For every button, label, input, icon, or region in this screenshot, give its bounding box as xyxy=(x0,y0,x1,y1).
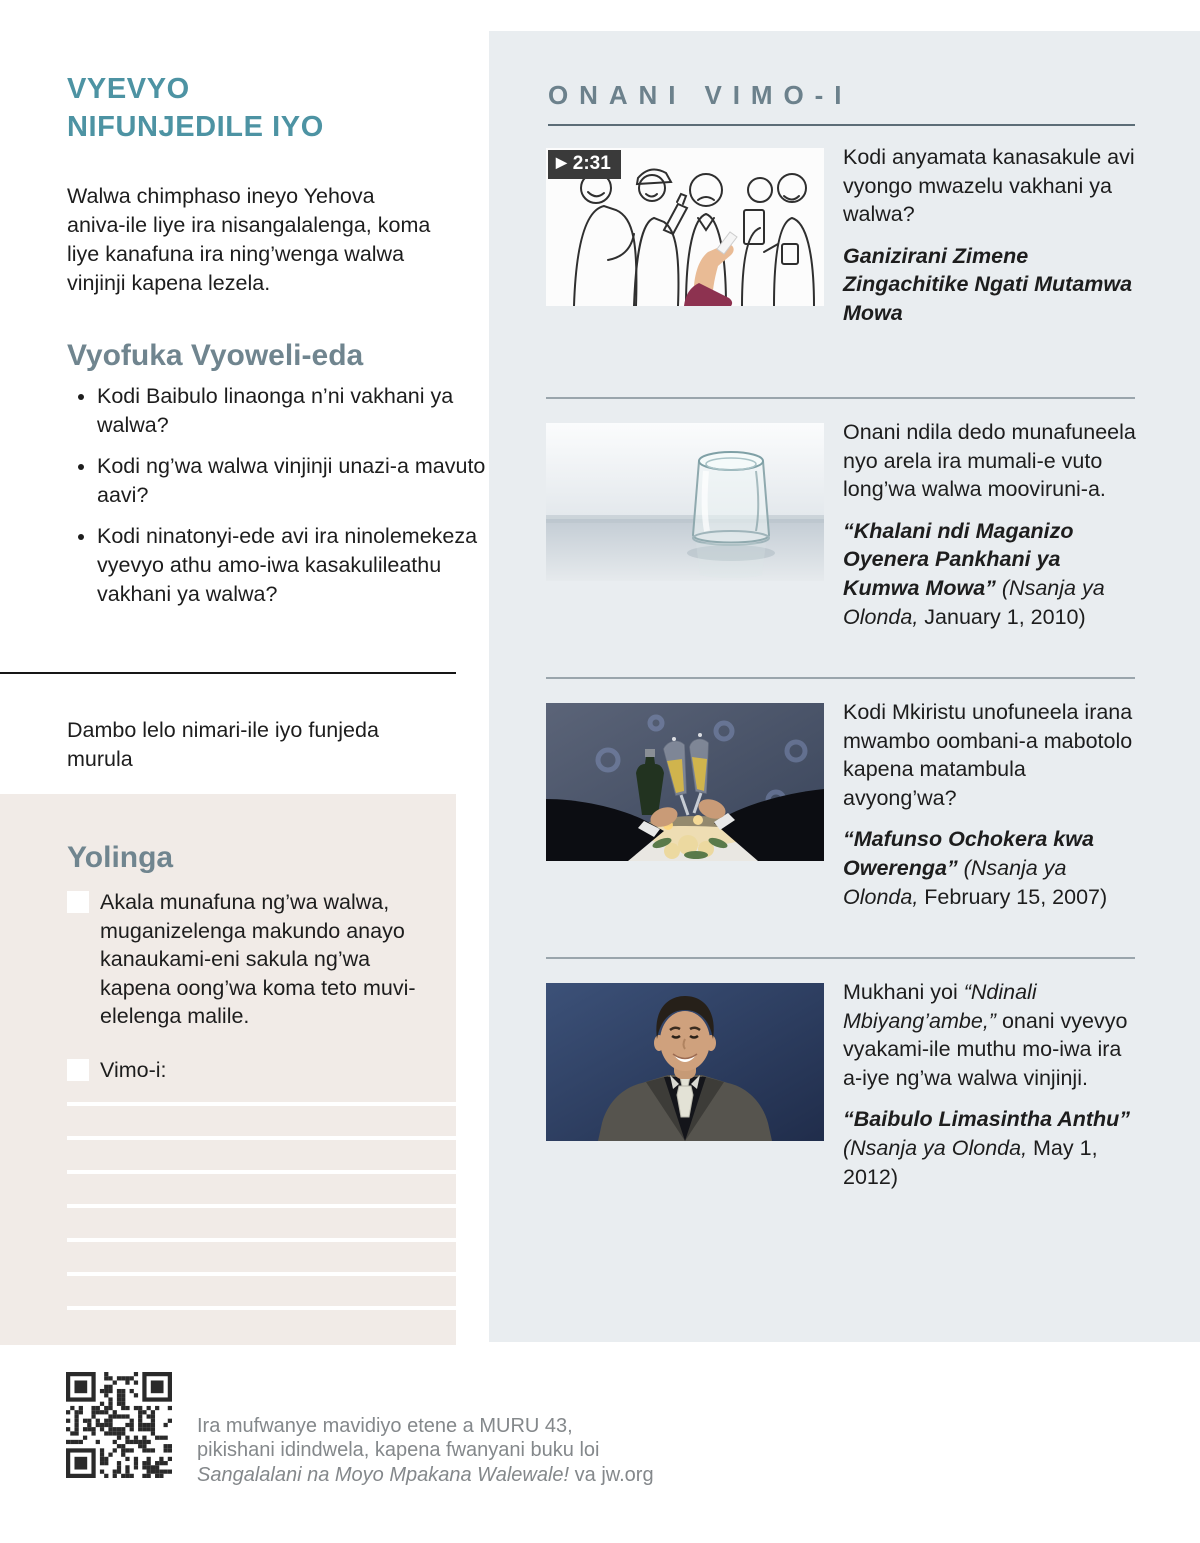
intro-paragraph: Walwa chimphaso ineyo Yehova aniva-ile liye ira nisangalalenga, koma liye kanafuna ira ning’wenga walwa vinjinji kapena lezela. xyxy=(67,183,431,296)
video-item-text xyxy=(843,143,1138,341)
questions-list xyxy=(67,382,495,621)
worksheet-heading: Yolinga xyxy=(67,840,174,874)
publication-title: Sangalalani na Moyo Mpakana Walewale! xyxy=(197,1463,570,1486)
inverted-glass-illustration xyxy=(546,423,824,581)
checkbox[interactable] xyxy=(67,891,89,913)
footer-line xyxy=(197,1463,677,1487)
worksheet-panel xyxy=(0,794,456,1345)
video-duration-badge xyxy=(548,150,621,179)
item-divider xyxy=(546,397,1135,399)
videos-heading: ONANI VIMO-I xyxy=(548,79,853,110)
video-question: Kodi Mkiristu unofuneela irana mwambo oombani-a mabotolo kapena matambula avyong’wa? xyxy=(843,700,1133,810)
question-item: • Kodi Baibulo linaonga n’ni vakhani ya walwa? xyxy=(97,382,495,439)
article-title: “Khalani ndi Maganizo Oyenera Pankhani ya Kumwa Mowa” xyxy=(843,518,1074,600)
issue-date: February 15, 2007) xyxy=(918,884,1108,909)
question-item: • Kodi ninatonyi-ede avi ira ninolemekeza vyevyo athu amo-iwa kasakulileathu vakhani ya walwa? xyxy=(97,522,495,608)
answer-line xyxy=(67,1102,456,1106)
qr-code xyxy=(66,1372,172,1478)
item-divider xyxy=(546,957,1135,959)
video-thumbnail-whiteboard[interactable] xyxy=(546,148,824,306)
answer-line xyxy=(67,1136,456,1140)
answer-line xyxy=(67,1238,456,1242)
journal-name: (Nsanja ya Olonda, xyxy=(843,575,1105,629)
video-title: Ganizirani Zimene Zingachitike Ngati Mutamwa Mowa xyxy=(843,243,1133,325)
checkbox-label: Akala munafuna ng’wa walwa, muganizelenga makundo anayo kanaukami-eni sakula ng’wa kapena oong’wa koma teto muvi-elelenga malile. xyxy=(100,890,416,1029)
photo-thumbnail-toast[interactable] xyxy=(546,703,824,861)
question-item: • Kodi ng’wa walwa vinjinji unazi-a mavuto aavi? xyxy=(97,452,495,509)
article-title: “Mafunso Ochokera kwa Owerenga” xyxy=(843,827,1094,880)
video-item-text xyxy=(843,698,1138,924)
checkbox-row xyxy=(67,888,439,1031)
issue-date: January 1, 2010) xyxy=(918,604,1086,629)
video-question: Mukhani yoi xyxy=(843,980,964,1004)
footer-note xyxy=(197,1414,677,1487)
photo-thumbnail-glass[interactable] xyxy=(546,423,824,581)
checkbox-row xyxy=(67,1056,439,1085)
footer-line: Ira mufwanye mavidiyo etene a MURU 43, xyxy=(197,1415,573,1437)
answer-line xyxy=(67,1204,456,1208)
video-question: Onani ndila dedo munafuneela nyo arela ira mumali-e vuto long’wa walwa mooviruni-a. xyxy=(843,420,1136,502)
video-duration: 2:31 xyxy=(572,153,611,174)
checkbox-label: Vimo-i: xyxy=(100,1058,167,1082)
videos-panel xyxy=(489,31,1200,1342)
video-question: onani vyevyo vyakami-ile muthu mo-iwa ira a-iye ng’wa walwa vinjinji. xyxy=(843,1008,1128,1090)
video-item-text xyxy=(843,978,1138,1204)
journal-name: (Nsanja ya Olonda, xyxy=(843,1135,1028,1160)
lesson-goal-note: Dambo lelo nimari-ile iyo funjeda murula xyxy=(67,717,379,771)
checkbox[interactable] xyxy=(67,1059,89,1081)
journal-name: (Nsanja ya Olonda, xyxy=(843,855,1067,909)
video-item-text xyxy=(843,418,1138,644)
answer-line xyxy=(67,1170,456,1174)
questions-heading: Vyofuka Vyoweli-eda xyxy=(67,338,364,372)
section-divider xyxy=(0,672,456,674)
item-divider xyxy=(546,677,1135,679)
article-title: “Baibulo Limasintha Anthu” xyxy=(843,1107,1131,1132)
issue-date: May 1, 2012) xyxy=(843,1135,1098,1189)
footer-line-rest: va jw.org xyxy=(569,1463,654,1486)
answer-line xyxy=(67,1272,456,1276)
footer-line: pikishani idindwela, kapena fwanyani buku loi xyxy=(197,1439,600,1462)
heading-rule xyxy=(548,124,1135,126)
smiling-man-illustration xyxy=(546,983,824,1141)
video-question: Kodi anyamata kanasakule avi vyongo mwazelu vakhani ya walwa? xyxy=(843,145,1135,227)
answer-line xyxy=(67,1306,456,1310)
video-title-inline: “Ndinali Mbiyang’ambe,” xyxy=(843,980,1037,1033)
champagne-toast-illustration xyxy=(546,703,824,861)
play-icon: ▶ xyxy=(556,154,567,170)
page-title: VYEVYO NIFUNJEDILE IYO xyxy=(67,73,324,144)
photo-thumbnail-portrait[interactable] xyxy=(546,983,824,1141)
